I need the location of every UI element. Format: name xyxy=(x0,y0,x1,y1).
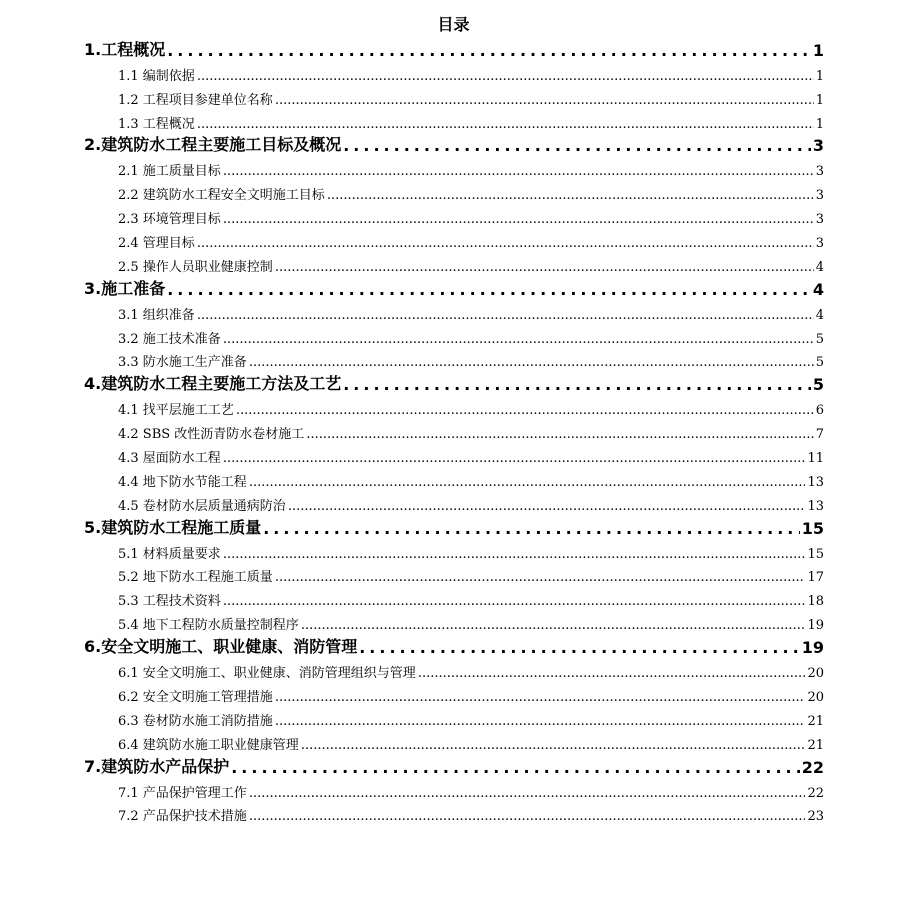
toc-entry-text: 2.5 操作人员职业健康控制 xyxy=(118,259,273,275)
toc-page-number: 3 xyxy=(815,164,824,180)
toc-entry-text: 6.安全文明施工、职业健康、消防管理 xyxy=(84,637,358,657)
toc-chapter-entry[interactable] xyxy=(84,633,824,657)
toc-leader-dots xyxy=(223,451,806,466)
toc-leader-dots xyxy=(288,499,806,514)
toc-leader-dots xyxy=(223,547,806,562)
toc-entry-text: 6.2 安全文明施工管理措施 xyxy=(118,689,273,705)
toc-page-number: 19 xyxy=(801,638,824,658)
toc-section-entry[interactable] xyxy=(84,681,824,705)
toc-section-entry[interactable] xyxy=(84,179,824,203)
toc-entry-text: 4.2 SBS 改性沥青防水卷材施工 xyxy=(118,427,305,443)
toc-section-entry[interactable] xyxy=(84,60,824,84)
toc-page-number: 20 xyxy=(807,689,824,705)
toc-section-entry[interactable] xyxy=(84,251,824,275)
toc-section-entry[interactable] xyxy=(84,801,824,825)
toc-entry-text: 2.3 环境管理目标 xyxy=(118,212,221,228)
toc-section-entry[interactable] xyxy=(84,323,824,347)
toc-page-number: 5 xyxy=(812,375,824,395)
toc-leader-dots xyxy=(223,212,814,227)
toc-section-entry[interactable] xyxy=(84,347,824,371)
table-of-contents xyxy=(84,36,824,824)
toc-page-number: 6 xyxy=(815,403,824,419)
toc-entry-text: 7.1 产品保护管理工作 xyxy=(118,785,247,801)
toc-leader-dots xyxy=(197,69,814,84)
toc-entry-text: 1.工程概况 xyxy=(84,39,166,59)
toc-entry-text: 4.5 卷材防水层质量通病防治 xyxy=(118,498,286,514)
toc-entry-text: 6.4 建筑防水施工职业健康管理 xyxy=(118,737,299,753)
toc-page-number: 21 xyxy=(807,713,824,729)
toc-title: 目录 xyxy=(437,15,470,34)
toc-page-number: 22 xyxy=(801,757,824,777)
toc-leader-dots xyxy=(167,41,811,60)
toc-page-number: 13 xyxy=(807,498,824,514)
toc-page-number: 13 xyxy=(807,474,824,490)
toc-entry-text: 5.2 地下防水工程施工质量 xyxy=(118,570,273,586)
toc-leader-dots xyxy=(343,375,811,394)
toc-page-number: 18 xyxy=(807,594,824,610)
toc-leader-dots xyxy=(301,618,806,633)
toc-leader-dots xyxy=(359,638,800,657)
toc-page-number: 1 xyxy=(815,116,824,132)
toc-page-number: 5 xyxy=(815,355,824,371)
toc-entry-text: 1.3 工程概况 xyxy=(118,116,195,132)
toc-entry-text: 2.建筑防水工程主要施工目标及概况 xyxy=(84,135,342,155)
toc-leader-dots xyxy=(275,570,806,585)
toc-leader-dots xyxy=(418,666,806,681)
toc-page-number: 23 xyxy=(807,809,824,825)
toc-section-entry[interactable] xyxy=(84,538,824,562)
toc-leader-dots xyxy=(231,758,800,777)
toc-page-number: 7 xyxy=(815,427,824,443)
toc-leader-dots xyxy=(223,164,814,179)
toc-entry-text: 7.2 产品保护技术措施 xyxy=(118,809,247,825)
toc-section-entry[interactable] xyxy=(84,442,824,466)
toc-page-number: 21 xyxy=(807,737,824,753)
toc-chapter-entry[interactable] xyxy=(84,753,824,777)
toc-chapter-entry[interactable] xyxy=(84,275,824,299)
toc-chapter-entry[interactable] xyxy=(84,514,824,538)
toc-page-number: 11 xyxy=(807,451,824,467)
toc-section-entry[interactable] xyxy=(84,84,824,108)
toc-page-number: 3 xyxy=(812,136,824,156)
toc-page-number: 1 xyxy=(815,92,824,108)
toc-page-number: 3 xyxy=(815,188,824,204)
toc-leader-dots xyxy=(249,475,806,490)
toc-leader-dots xyxy=(167,280,811,299)
toc-entry-text: 2.1 施工质量目标 xyxy=(118,164,221,180)
toc-section-entry[interactable] xyxy=(84,155,824,179)
toc-page-number: 15 xyxy=(807,546,824,562)
toc-page-number: 3 xyxy=(815,236,824,252)
toc-leader-dots xyxy=(275,260,814,275)
toc-section-entry[interactable] xyxy=(84,705,824,729)
toc-section-entry[interactable] xyxy=(84,227,824,251)
toc-leader-dots xyxy=(327,188,814,203)
toc-entry-text: 2.2 建筑防水工程安全文明施工目标 xyxy=(118,188,325,204)
toc-leader-dots xyxy=(249,786,806,801)
toc-entry-text: 4.4 地下防水节能工程 xyxy=(118,474,247,490)
toc-entry-text: 3.1 组织准备 xyxy=(118,307,195,323)
toc-entry-text: 1.1 编制依据 xyxy=(118,68,195,84)
toc-chapter-entry[interactable] xyxy=(84,132,824,156)
toc-section-entry[interactable] xyxy=(84,203,824,227)
toc-page-number: 17 xyxy=(807,570,824,586)
toc-entry-text: 1.2 工程项目参建单位名称 xyxy=(118,92,273,108)
toc-entry-text: 2.4 管理目标 xyxy=(118,236,195,252)
toc-page-number: 15 xyxy=(801,518,824,538)
toc-leader-dots xyxy=(275,690,806,705)
toc-leader-dots xyxy=(249,809,806,824)
toc-leader-dots xyxy=(197,308,814,323)
toc-section-entry[interactable] xyxy=(84,394,824,418)
toc-page-number: 4 xyxy=(815,307,824,323)
toc-section-entry[interactable] xyxy=(84,657,824,681)
toc-leader-dots xyxy=(306,427,813,442)
toc-entry-text: 5.建筑防水工程施工质量 xyxy=(84,517,262,537)
toc-page-number: 19 xyxy=(807,618,824,634)
toc-leader-dots xyxy=(236,403,814,418)
toc-section-entry[interactable] xyxy=(84,562,824,586)
toc-section-entry[interactable] xyxy=(84,777,824,801)
toc-section-entry[interactable] xyxy=(84,609,824,633)
toc-entry-text: 7.建筑防水产品保护 xyxy=(84,756,230,776)
toc-page-number: 1 xyxy=(812,40,824,60)
toc-leader-dots xyxy=(197,236,814,251)
toc-leader-dots xyxy=(263,519,800,538)
toc-leader-dots xyxy=(301,738,806,753)
toc-section-entry[interactable] xyxy=(84,466,824,490)
toc-page-number: 4 xyxy=(812,279,824,299)
toc-section-entry[interactable] xyxy=(84,490,824,514)
toc-entry-text: 3.施工准备 xyxy=(84,278,166,298)
toc-entry-text: 6.1 安全文明施工、职业健康、消防管理组织与管理 xyxy=(118,666,416,682)
toc-chapter-entry[interactable] xyxy=(84,370,824,394)
toc-page-number: 5 xyxy=(815,331,824,347)
toc-section-entry[interactable] xyxy=(84,418,824,442)
toc-leader-dots xyxy=(197,117,814,132)
toc-section-entry[interactable] xyxy=(84,299,824,323)
toc-page-number: 4 xyxy=(815,259,824,275)
toc-entry-text: 6.3 卷材防水施工消防措施 xyxy=(118,713,273,729)
toc-leader-dots xyxy=(275,93,814,108)
toc-entry-text: 5.3 工程技术资料 xyxy=(118,594,221,610)
toc-entry-text: 5.1 材料质量要求 xyxy=(118,546,221,562)
toc-leader-dots xyxy=(343,136,811,155)
toc-entry-text: 4.3 屋面防水工程 xyxy=(118,451,221,467)
toc-chapter-entry[interactable] xyxy=(84,36,824,60)
toc-entry-text: 3.3 防水施工生产准备 xyxy=(118,355,247,371)
toc-section-entry[interactable] xyxy=(84,108,824,132)
toc-entry-text: 4.建筑防水工程主要施工方法及工艺 xyxy=(84,374,342,394)
toc-leader-dots xyxy=(223,594,806,609)
toc-leader-dots xyxy=(249,355,814,370)
toc-page-number: 1 xyxy=(815,68,824,84)
toc-entry-text: 4.1 找平层施工工艺 xyxy=(118,403,234,419)
toc-page-number: 22 xyxy=(807,785,824,801)
toc-entry-text: 3.2 施工技术准备 xyxy=(118,331,221,347)
toc-leader-dots xyxy=(223,332,814,347)
toc-section-entry[interactable] xyxy=(84,729,824,753)
toc-section-entry[interactable] xyxy=(84,585,824,609)
toc-entry-text: 5.4 地下工程防水质量控制程序 xyxy=(118,618,299,634)
toc-leader-dots xyxy=(275,714,806,729)
toc-page-number: 20 xyxy=(807,666,824,682)
toc-page-number: 3 xyxy=(815,212,824,228)
